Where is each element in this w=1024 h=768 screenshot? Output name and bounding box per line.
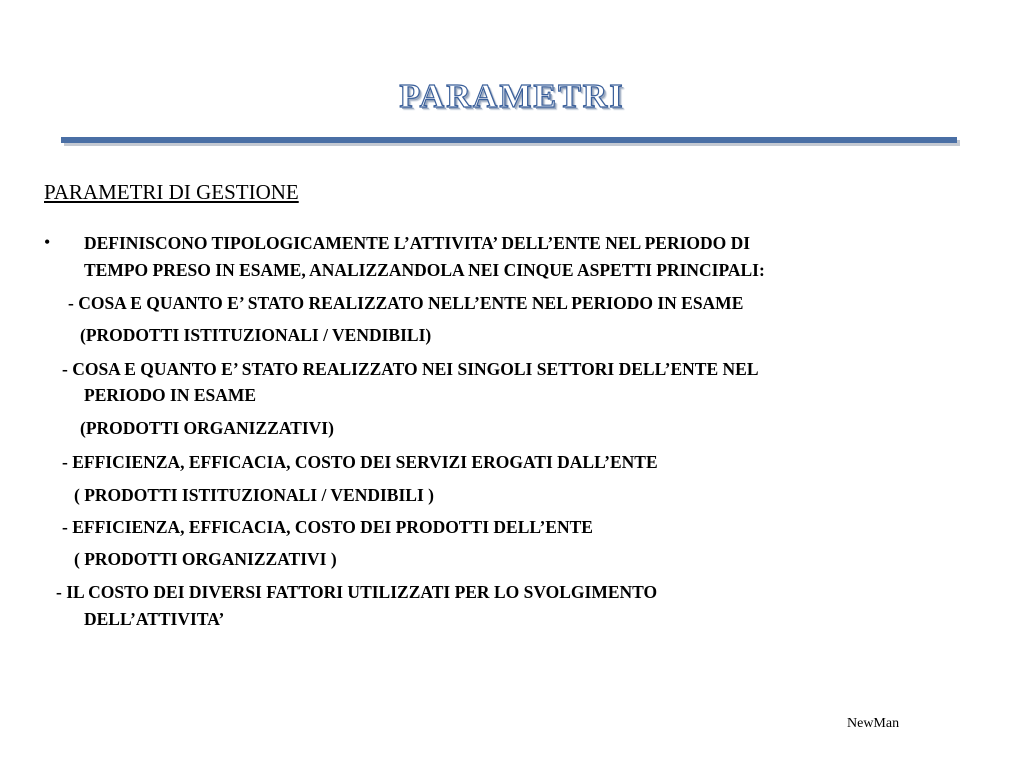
body-line: - EFFICIENZA, EFFICACIA, COSTO DEI PRODOTTI DELL’ENTE bbox=[62, 517, 593, 537]
body-line: DEFINISCONO TIPOLOGICAMENTE L’ATTIVITA’ DELL’ENTE NEL PERIODO DI bbox=[84, 233, 751, 253]
body-line: ( PRODOTTI ISTITUZIONALI / VENDIBILI ) bbox=[74, 485, 434, 505]
body-line: DELL’ATTIVITA’ bbox=[84, 609, 225, 629]
section-heading: PARAMETRI DI GESTIONE bbox=[44, 180, 299, 204]
slide-title: PARAMETRI bbox=[399, 78, 625, 115]
body-line: ( PRODOTTI ORGANIZZATIVI ) bbox=[74, 549, 337, 569]
title-divider bbox=[61, 137, 957, 143]
body-line: - IL COSTO DEI DIVERSI FATTORI UTILIZZATI PER LO SVOLGIMENTO bbox=[56, 582, 658, 602]
body-line: TEMPO PRESO IN ESAME, ANALIZZANDOLA NEI CINQUE ASPETTI PRINCIPALI: bbox=[84, 260, 765, 280]
body-line: - COSA E QUANTO E’ STATO REALIZZATO NELL’ENTE NEL PERIODO IN ESAME bbox=[68, 293, 744, 313]
body-line: - COSA E QUANTO E’ STATO REALIZZATO NEI SINGOLI SETTORI DELL’ENTE NEL bbox=[62, 359, 759, 379]
body-line: - EFFICIENZA, EFFICACIA, COSTO DEI SERVIZI EROGATI DALL’ENTE bbox=[62, 452, 658, 472]
body-line: (PRODOTTI ISTITUZIONALI / VENDIBILI) bbox=[80, 325, 432, 345]
body-line: (PRODOTTI ORGANIZZATIVI) bbox=[80, 418, 334, 438]
bullet-icon: • bbox=[44, 232, 51, 252]
body-line: PERIODO IN ESAME bbox=[84, 385, 257, 405]
footer-label: NewMan bbox=[847, 716, 900, 731]
